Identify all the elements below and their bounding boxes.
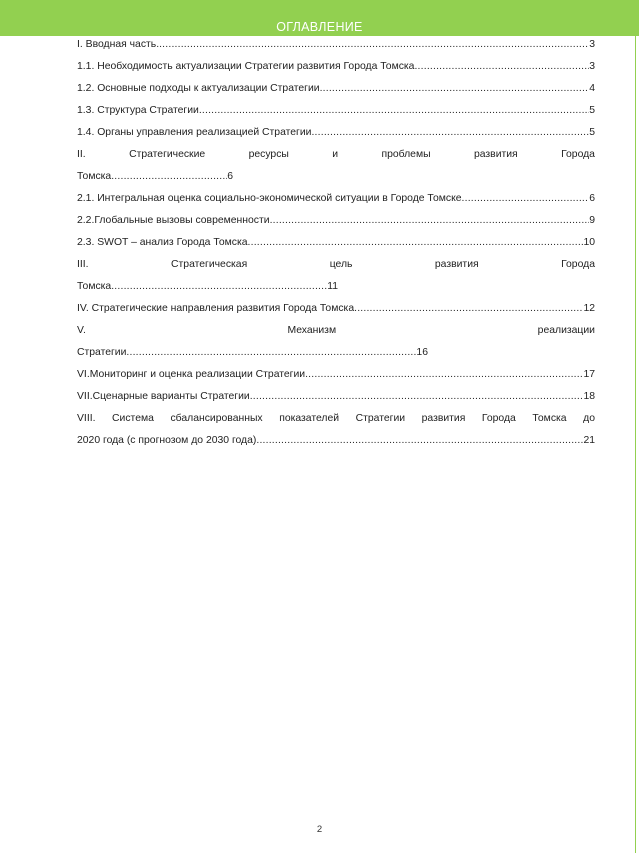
toc-leader-dots [250, 386, 584, 408]
page-title: ОГЛАВЛЕНИЕ [276, 20, 363, 34]
toc-word: Города [561, 149, 595, 160]
toc-entry[interactable] [77, 232, 595, 254]
toc-entry-title: Стратегии [77, 347, 127, 358]
toc-word: и [332, 149, 339, 160]
toc-leader-dots [305, 364, 583, 386]
toc-word: Стратегическая [171, 259, 248, 270]
toc-entry-title: 1.4. Органы управления реализацией Стратегии [77, 127, 312, 138]
toc-entry-page: 12 [583, 303, 595, 314]
toc-word: Томска [532, 413, 567, 424]
toc-leader-dots [354, 298, 583, 320]
toc-entry-title: VI.Мониторинг и оценка реализации Стратегии [77, 369, 306, 380]
toc-word: развития [434, 259, 479, 270]
table-of-contents [77, 34, 595, 452]
toc-entry[interactable] [77, 100, 595, 122]
toc-leader-dots [256, 430, 583, 452]
toc-entry-continuation[interactable] [77, 430, 595, 452]
toc-entry[interactable] [77, 34, 595, 56]
toc-entry-page: 6 [227, 171, 233, 182]
toc-entry-wrapped-line[interactable] [77, 320, 595, 342]
toc-entry-page: 10 [583, 237, 595, 248]
toc-entry-title: Томска [77, 281, 112, 292]
toc-entry-page: 17 [583, 369, 595, 380]
toc-word: сбалансированных [170, 413, 263, 424]
toc-leader-dots [270, 210, 590, 232]
toc-word: проблемы [381, 149, 431, 160]
toc-word: II. [77, 149, 86, 160]
toc-entry-page: 5 [589, 127, 595, 138]
toc-word: Стратегические [129, 149, 206, 160]
toc-entry-page: 11 [327, 281, 339, 292]
toc-entry[interactable] [77, 122, 595, 144]
toc-entry-page: 16 [416, 347, 428, 358]
page-number: 2 [316, 824, 323, 835]
toc-entry-title: 2020 года (с прогнозом до 2030 года) [77, 435, 257, 446]
toc-word: до [583, 413, 595, 424]
toc-entry[interactable] [77, 386, 595, 408]
toc-word: Механизм [287, 325, 337, 336]
toc-word: цель [329, 259, 353, 270]
toc-word: реализации [537, 325, 595, 336]
toc-leader-dots [111, 276, 327, 298]
toc-entry-page: 3 [589, 61, 595, 72]
toc-entry-title: 2.3. SWOT – анализ Города Томска [77, 237, 248, 248]
toc-entry-page: 6 [589, 193, 595, 204]
toc-word: Города [561, 259, 595, 270]
toc-leader-dots [111, 166, 227, 188]
toc-entry-title: IV. Стратегические направления развития Города Томска [77, 303, 355, 314]
toc-entry-page: 5 [589, 105, 595, 116]
toc-entry-continuation[interactable] [77, 276, 595, 298]
toc-leader-dots [320, 78, 590, 100]
toc-word: ресурсы [248, 149, 289, 160]
right-border-line [635, 36, 636, 853]
toc-leader-dots [126, 342, 416, 364]
toc-entry[interactable] [77, 364, 595, 386]
toc-leader-dots [199, 100, 589, 122]
toc-entry[interactable] [77, 210, 595, 232]
toc-leader-dots [248, 232, 584, 254]
toc-word: V. [77, 325, 86, 336]
toc-entry-title: 2.1. Интегральная оценка социально-экономической ситуации в Городе Томске [77, 193, 462, 204]
toc-word: Города [481, 413, 516, 424]
toc-leader-dots [414, 56, 589, 78]
toc-word: Стратегии [355, 413, 406, 424]
toc-word: развития [421, 413, 466, 424]
toc-entry[interactable] [77, 298, 595, 320]
toc-entry-title: I. Вводная часть. [77, 39, 160, 50]
toc-word: III. [77, 259, 89, 270]
toc-word: VIII. [77, 413, 96, 424]
toc-entry-page: 21 [583, 435, 595, 446]
toc-word: показателей [279, 413, 340, 424]
toc-entry[interactable] [77, 188, 595, 210]
toc-entry[interactable] [77, 56, 595, 78]
toc-entry-title: VII.Сценарные варианты Стратегии [77, 391, 250, 402]
toc-entry-wrapped-line[interactable] [77, 254, 595, 276]
toc-entry-wrapped-line[interactable] [77, 144, 595, 166]
toc-word: Система [112, 413, 154, 424]
toc-entry-continuation[interactable] [77, 166, 595, 188]
toc-word: развития [473, 149, 518, 160]
toc-entry[interactable] [77, 78, 595, 100]
toc-entry-page: 9 [589, 215, 595, 226]
toc-entry-page: 18 [583, 391, 595, 402]
toc-entry-title: 1.1. Необходимость актуализации Стратегии развития Города Томска [77, 61, 415, 72]
toc-entry-title: Томска [77, 171, 112, 182]
toc-leader-dots [462, 188, 590, 210]
toc-leader-dots [159, 34, 589, 56]
toc-entry-title: 1.3. Структура Стратегии [77, 105, 199, 116]
toc-entry-page: 3 [589, 39, 595, 50]
toc-entry-title: 1.2. Основные подходы к актуализации Стратегии [77, 83, 320, 94]
toc-entry-title: 2.2.Глобальные вызовы современности [77, 215, 270, 226]
toc-leader-dots [311, 122, 589, 144]
toc-entry-page: 4 [589, 83, 595, 94]
toc-entry-continuation[interactable] [77, 342, 595, 364]
toc-entry-wrapped-line[interactable] [77, 408, 595, 430]
